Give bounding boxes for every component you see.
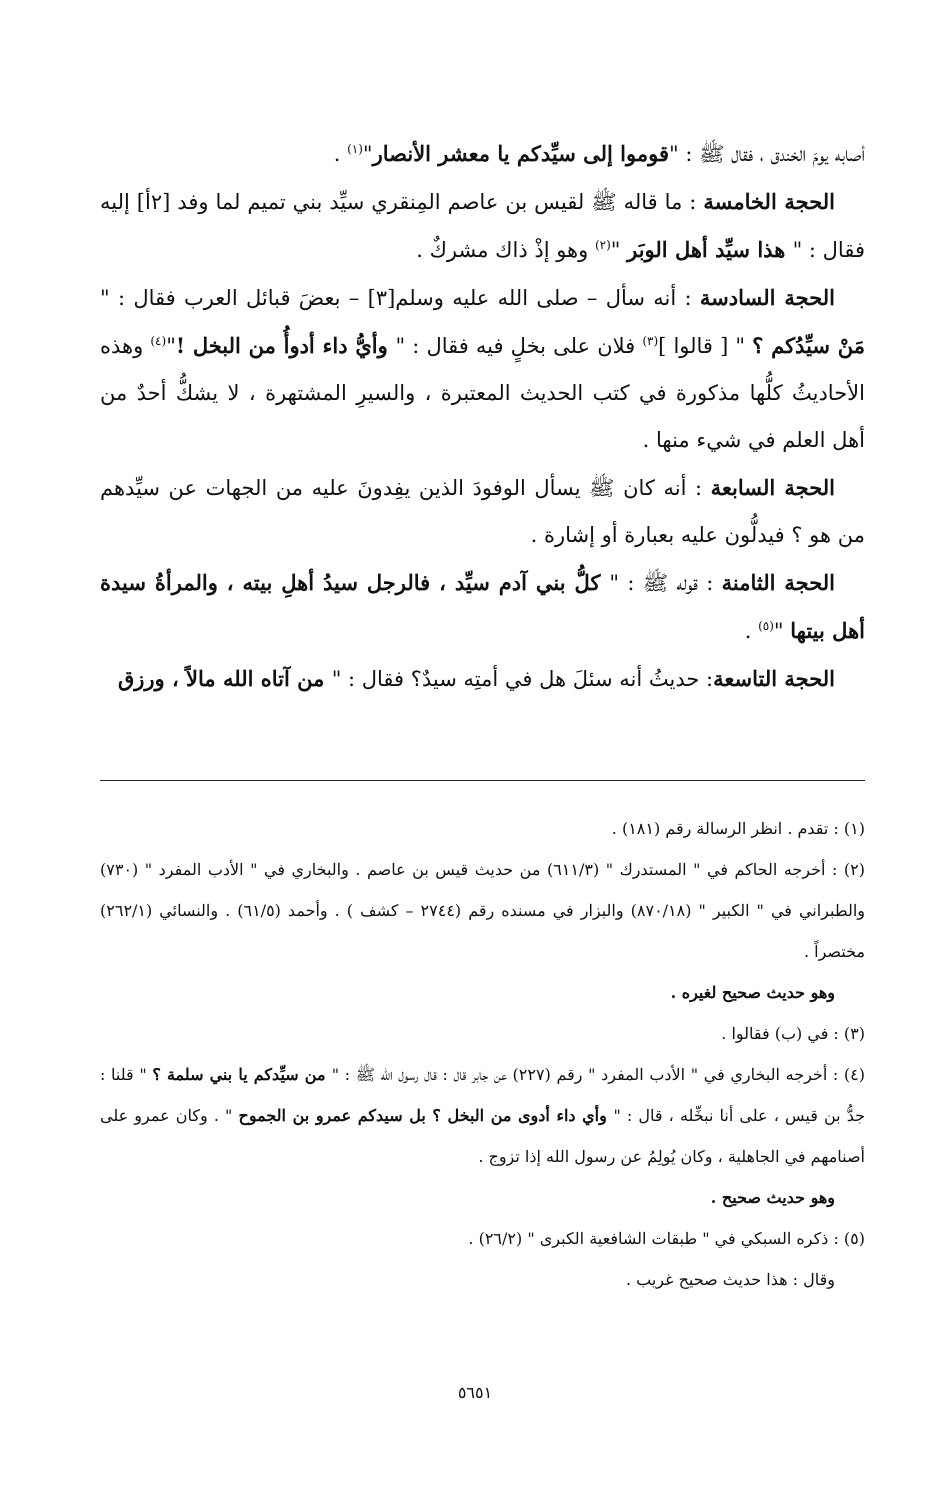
hadith-grade: وهو حديث صحيح لغيره . [670, 983, 835, 1002]
text-run: : أنه سأل – صلى الله عليه وسلم[٣] – بعضَ قبائل العرب فقال : " [100, 286, 700, 310]
footnote-4 [100, 1054, 865, 1177]
paragraph-argument-6 [100, 274, 865, 464]
page-number: ٥٦٥١ [457, 1383, 493, 1402]
argument-heading: الحجة التاسعة [713, 666, 835, 691]
paragraph-argument-7 [100, 464, 865, 559]
text-run: : أنه كان ﷺ يسأل الوفودَ الذين يفِدونَ عليه من الجهات عن سيِّدهم من هو ؟ فيدلُّون عليه بعبارة أو إشارة . [100, 476, 865, 547]
text-run: " [ قالوا ] [658, 334, 753, 358]
paragraph-argument-8 [100, 559, 865, 655]
paragraph-argument-5 [100, 178, 865, 274]
text-run: أصابه يومَ الخندق ، فقال ﷺ : " [668, 142, 865, 166]
footnote-ref: (١) [347, 142, 363, 156]
footnote-5: (٥) : ذكره السبكي في " طبقات الشافعية الكبرى " (٢٦/٢) . [468, 1229, 865, 1248]
text-run: " [362, 142, 373, 166]
argument-heading: الحجة الثامنة [721, 570, 836, 595]
footnote-2-grade [100, 972, 865, 1013]
text-run: وهذه الأحاديثُ كلُّها مذكورة في كتب الحديث المعتبرة ، والسيرِ المشتهرة ، لا يشكُّ أحدٌ من أهل العلم في شيء منها . [100, 334, 865, 452]
footnote-ref: (٤) [150, 334, 167, 348]
footnote-ref: (٣) [642, 334, 659, 348]
footnote-5-note: وقال : هذا حديث صحيح غريب . [625, 1270, 835, 1289]
hadith-quote: مَنْ سيِّدُكم ؟ [752, 333, 866, 358]
paragraph-argument-9 [100, 655, 865, 703]
main-text [100, 130, 865, 703]
argument-heading: الحجة السابعة [710, 475, 835, 500]
text-run: " . وكان عمرو على أصنامهم في الجاهلية ، وكان يُولِمُ عن رسول الله إذا تزوج . [100, 1106, 865, 1166]
text-run: . [333, 142, 348, 166]
hadith-quote: كلُّ بني آدم سيِّد ، فالرجل سيدُ أهلِ بيته ، والمرأةُ سيدة أهل بيتها [100, 570, 865, 643]
text-run: : قوله ﷺ : " [609, 571, 722, 595]
hadith-quote: من آتاه الله مالاً ، ورزق [117, 666, 332, 691]
text-run: " قلنا : جدُّ بن قيس ، على أنا نبخِّله ، قال : " [100, 1065, 865, 1125]
footnote-ref: (٥) [758, 619, 774, 633]
footnotes [100, 808, 865, 1300]
text-run: : حديثُ أنه سئلَ هل في أمتِه سيدٌ؟ فقال : " [331, 667, 714, 691]
argument-heading: الحجة الخامسة [703, 189, 836, 214]
hadith-quote: وأيُّ داء أدوأُ من البخل ! [175, 333, 396, 358]
footnote-3: (٣) : في (ب) فقالوا . [721, 1024, 865, 1043]
argument-heading: الحجة السادسة [699, 285, 835, 310]
text-run: . [744, 619, 759, 643]
hadith-grade: وهو حديث صحيح . [710, 1188, 835, 1207]
text-run: وهو إذْ ذاك مشركٌ . [416, 238, 595, 262]
footnote-2: (٢) : أخرجه الحاكم في " المستدرك " (٦١١/٣) من حديث قيس بن عاصم . والبخاري في " الأدب المفرد " (٧٣٠) والطبراني في " الكبير " (٨٧٠/١٨) والبزار في مسنده رقم (٢٧٤٤ – كشف ) . وأحمد (٦١/٥) . والنسائي (٢٦٢/١) مختصراً . [100, 860, 866, 961]
text-run: : ما قاله ﷺ لقيس بن عاصم المِنقري سيِّد بني تميم لما وفد [٢أ] إليه فقال : " [100, 190, 865, 262]
text-run: " [773, 619, 791, 643]
paragraph-intro [100, 130, 865, 178]
hadith-quote: هذا سيِّد أهل الوبَر [627, 237, 793, 262]
footnote-separator [100, 780, 865, 781]
footnote-ref: (٢) [594, 238, 611, 252]
text-run: " [610, 238, 628, 262]
hadith-quote: قوموا إلى سيِّدكم يا معشر الأنصار [372, 141, 669, 166]
footnote-4-grade [100, 1177, 865, 1218]
footnote-1: (١) : تقدم . انظر الرسالة رقم (١٨١) . [611, 819, 865, 838]
text-run: (٤) : أخرجه البخاري في " الأدب المفرد " رقم (٢٢٧) عن جابر قال : قال رسول الله ﷺ : " [331, 1065, 866, 1084]
hadith-quote: وأي داء أدوى من البخل ؟ بل سيدكم عمرو بن الجموح [238, 1106, 614, 1125]
text-run: فلان على بخلٍ فيه فقال : " [395, 334, 643, 358]
text-run: " [166, 334, 176, 358]
hadith-quote: من سيِّدكم يا بني سلمة ؟ [152, 1065, 332, 1084]
